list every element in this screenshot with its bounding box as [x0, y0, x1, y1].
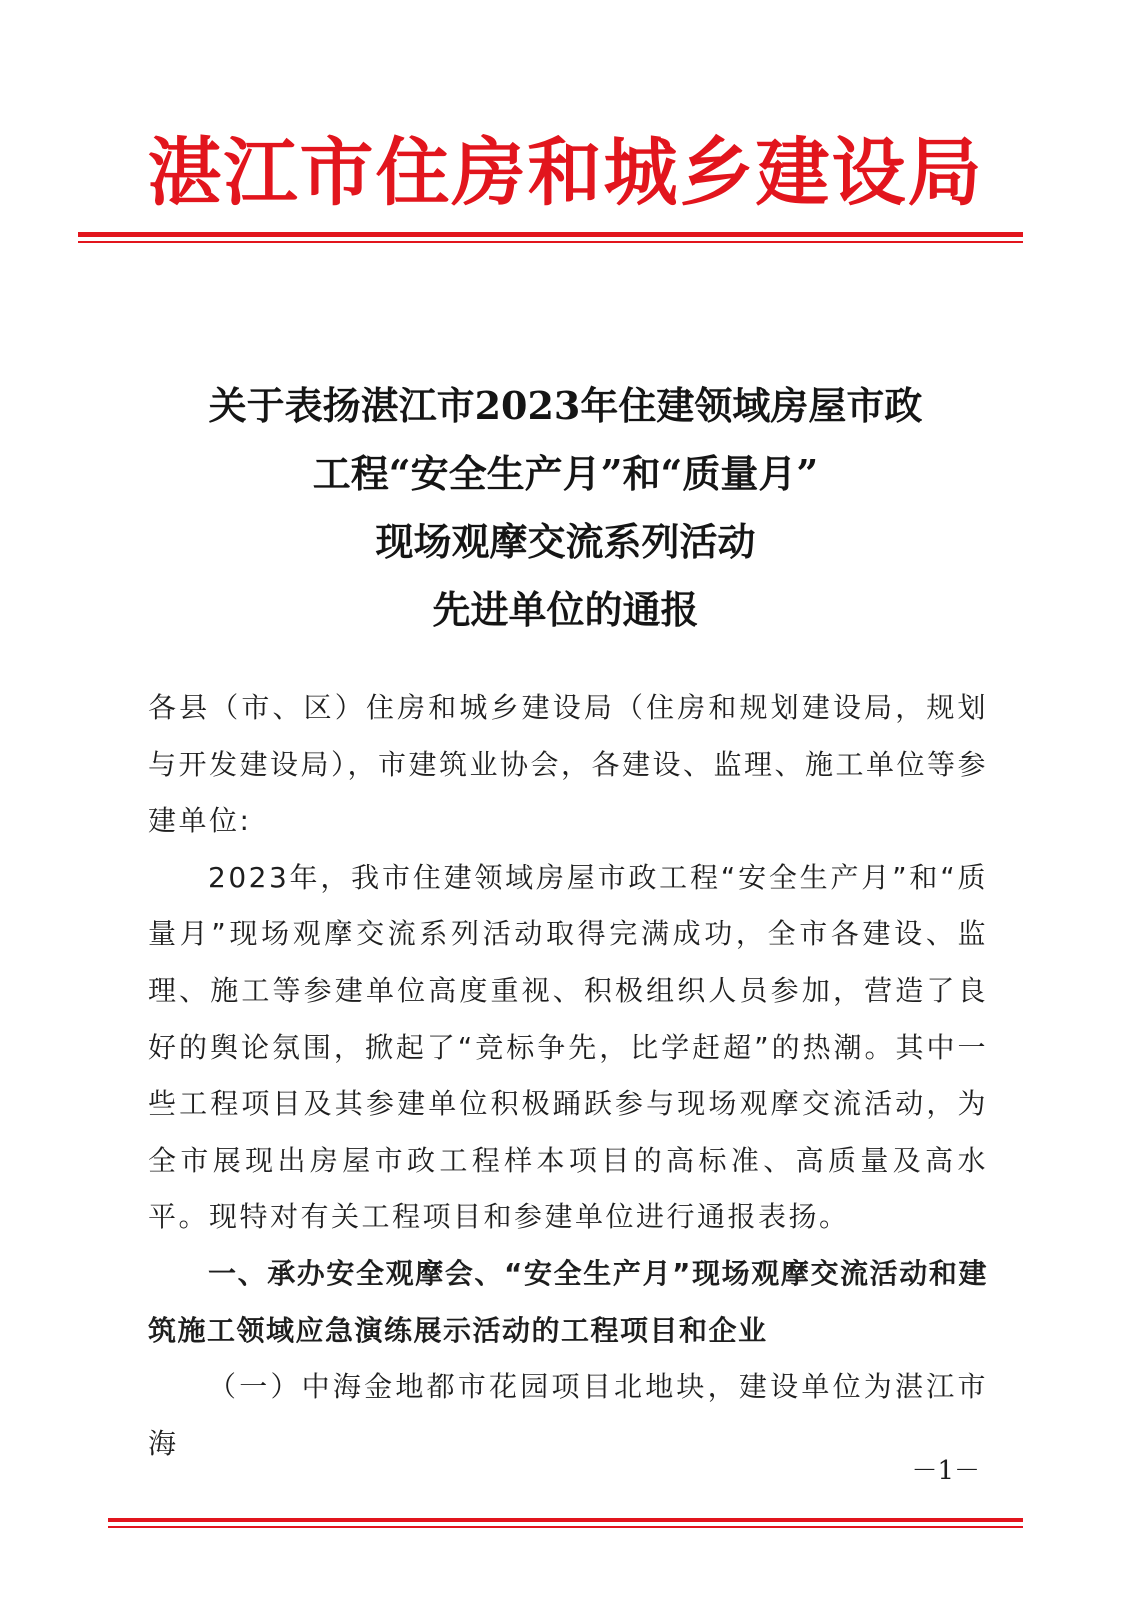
- title-line: 工程“安全生产月”和“质量月”: [312, 451, 819, 496]
- agency-masthead: 湛江市住房和城乡建设局: [147, 130, 984, 216]
- section-heading: 一、承办安全观摩会、“安全生产月”现场观摩交流活动和建筑施工领域应急演练展示活动的工程项目和企业: [148, 1256, 988, 1347]
- masthead-rule-thick: [78, 232, 1023, 237]
- footer-rule-thick: [108, 1518, 1023, 1522]
- list-item: （一）中海金地都市花园项目北地块，建设单位为湛江市海: [148, 1370, 988, 1460]
- title-line: 先进单位的通报: [432, 587, 699, 632]
- document-title: [0, 372, 1131, 644]
- document-body: [148, 680, 988, 1472]
- footer-rule-thin: [108, 1526, 1023, 1528]
- body-paragraph: 2023年，我市住建领域房屋市政工程“安全生产月”和“质量月”现场观摩交流系列活动取得完满成功，全市各建设、监理、施工等参建单位高度重视、积极组织人员参加，营造了良好的舆论氛围，掀起了“竞标争先，比学赶超”的热潮。其中一些工程项目及其参建单位积极踊跃参与现场观摩交流活动，为全市展现出房屋市政工程样本项目的高标准、高质量及高水平。现特对有关工程项目和参建单位进行通报表扬。: [148, 860, 988, 1234]
- title-line: 现场观摩交流系列活动: [375, 519, 756, 564]
- salutation: 各县（市、区）住房和城乡建设局（住房和规划建设局，规划与开发建设局），市建筑业协会，各建设、监理、施工单位等参建单位:: [148, 691, 989, 838]
- title-line: 关于表扬湛江市2023年住建领域房屋市政: [208, 383, 923, 428]
- masthead-rule-thin: [78, 241, 1023, 243]
- page-number: －1－: [911, 1456, 980, 1486]
